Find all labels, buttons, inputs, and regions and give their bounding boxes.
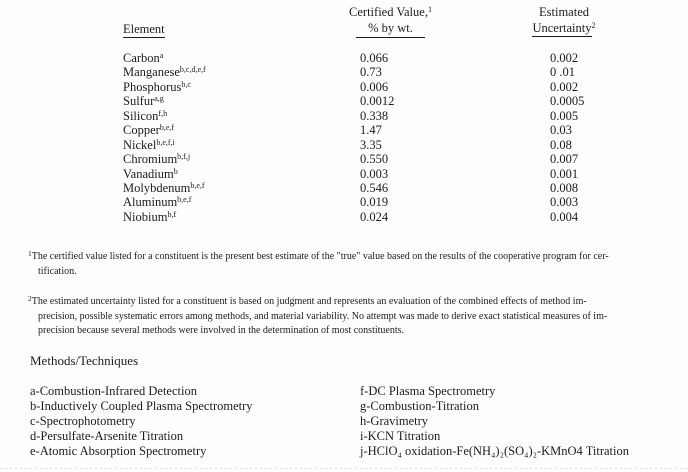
footnote [28,295,666,339]
table-row [0,123,688,137]
method-superscript: b [173,166,178,176]
method-superscript: b,e,f [190,180,205,190]
method-superscript: b,e,f [177,195,192,205]
certified-value: 0.338 [360,108,389,123]
footnote-number: 1 [28,249,32,258]
method-item: d-Persulfate-Arsenite Titration [30,429,184,443]
element-name: Sulfur$^{a,g}$ [123,94,164,109]
certified-value: 0.024 [360,209,389,224]
certified-value-header-line2: % by wt. [298,20,483,38]
table-row [0,65,688,79]
estimated-uncertainty: 0.0005 [550,94,585,109]
method-item: j-HClO₄ oxidation-Fe(NH₄)₂(SO₄)₂-KMnO4 Titration [360,444,630,458]
certified-value: 0.019 [360,195,389,210]
table-row [0,195,688,209]
element-name: Carbon$^a$ [123,51,164,65]
method-superscript: b,e,f,i [156,137,175,147]
method-item: c-Spectrophotometry [30,414,136,428]
footnote-line: $^2$The estimated uncertainty listed for a constituent is based on judgment and represents an evaluation of the combined effects of method im- [28,294,587,307]
method-superscript: b,f [167,209,177,219]
estimated-uncertainty: 0.001 [550,166,579,181]
element-name: Niobium$^{b,f}$ [123,209,177,224]
element-name: Molybdenum$^{b,e,f}$ [123,180,205,195]
column-header-certified-value [298,4,483,38]
column-header-uncertainty [478,4,650,36]
estimated-uncertainty: 0.002 [550,51,579,65]
methods-column-left [30,384,253,459]
method-item: h-Gravimetry [360,414,429,428]
uncertainty-header-line2: Uncertainty$^2$ [532,21,596,35]
estimated-uncertainty: 0.007 [550,152,579,167]
table-row [0,80,688,94]
estimated-uncertainty: 0.008 [550,180,579,195]
methods-heading: Methods/Techniques [30,353,139,368]
element-name: Aluminum$^{b,e,f}$ [123,195,192,210]
estimated-uncertainty: 0.002 [550,79,579,94]
element-name: Copper$^{b,e,f}$ [123,123,175,138]
element-table [0,51,688,224]
method-superscript: f,h [158,108,168,118]
table-row [0,167,688,181]
method-item: b-Inductively Coupled Plasma Spectrometry [30,399,253,413]
method-superscript: b,c [181,79,191,89]
certified-value: 0.003 [360,166,389,181]
footnote [28,250,666,279]
element-name: Nickel$^{b,e,f,i}$ [123,137,175,152]
table-row [0,138,688,152]
footnote-line: $^1$The certified value listed for a constituent is the present best estimate of the "true" value based on the results of the cooperative program for cer- [28,249,609,262]
method-superscript: b,c,d,e,f [179,65,206,75]
method-superscript: a [159,51,164,60]
certified-value: 0.0012 [360,94,395,109]
method-item: g-Combustion-Titration [360,399,479,413]
element-name: Chromium$^{b,f,j}$ [123,152,191,167]
estimated-uncertainty: 0.004 [550,209,579,224]
element-header-label: Element [123,22,165,36]
method-item: a-Combustion-Infrared Detection [30,384,197,398]
methods-column-right [360,384,629,459]
method-superscript: a,g [154,94,164,104]
table-row [0,210,688,224]
table-row [0,94,688,108]
uncertainty-header-line1: Estimated [539,5,589,19]
table-row [0,181,688,195]
certified-value: 0.066 [360,51,389,65]
element-name: Silicon$^{f,h}$ [123,108,168,123]
certified-value: 0.550 [360,152,389,167]
certified-value: 0.006 [360,79,389,94]
certified-value: 3.35 [360,137,382,152]
method-item: f-DC Plasma Spectrometry [360,384,496,398]
estimated-uncertainty: 0.005 [550,108,579,123]
column-header-element [123,22,165,37]
uncertainty-footnote-ref: 2 [591,21,596,30]
footnote-line: precision because several methods were involved in the determination of most constituents. [38,325,405,336]
estimated-uncertainty: 0.08 [550,137,572,152]
method-item: e-Atomic Absorption Spectrometry [30,444,207,458]
certified-value-footnote-ref: 1 [427,5,432,14]
element-name: Vanadium$^b$ [123,166,178,181]
table-row [0,51,688,65]
estimated-uncertainty: 0 .01 [550,65,575,80]
certified-value-header-line1: Certified Value,$^1$ [349,5,432,19]
certified-value: 0.73 [360,65,382,80]
estimated-uncertainty: 0.03 [550,123,572,138]
footnote-number: 2 [28,294,32,303]
element-name: Manganese$^{b,c,d,e,f}$ [123,65,206,80]
footnote-line: tification. [38,265,77,277]
table-row [0,152,688,166]
certified-value: 0.546 [360,180,389,195]
method-item: i-KCN Titration [360,429,441,443]
footnotes [28,250,666,355]
certified-value: 1.47 [360,123,382,138]
table-row [0,109,688,123]
estimated-uncertainty: 0.003 [550,195,579,210]
footnote-line: precision, possible systematic errors among methods, and material variability. No attempt was made to derive exact statistical measures of im- [38,310,608,322]
method-superscript: b,f,j [177,152,191,162]
scan-artifact [0,468,688,469]
element-name: Phosphorus$^{b,c}$ [123,79,191,94]
method-superscript: b,e,f [159,123,175,133]
